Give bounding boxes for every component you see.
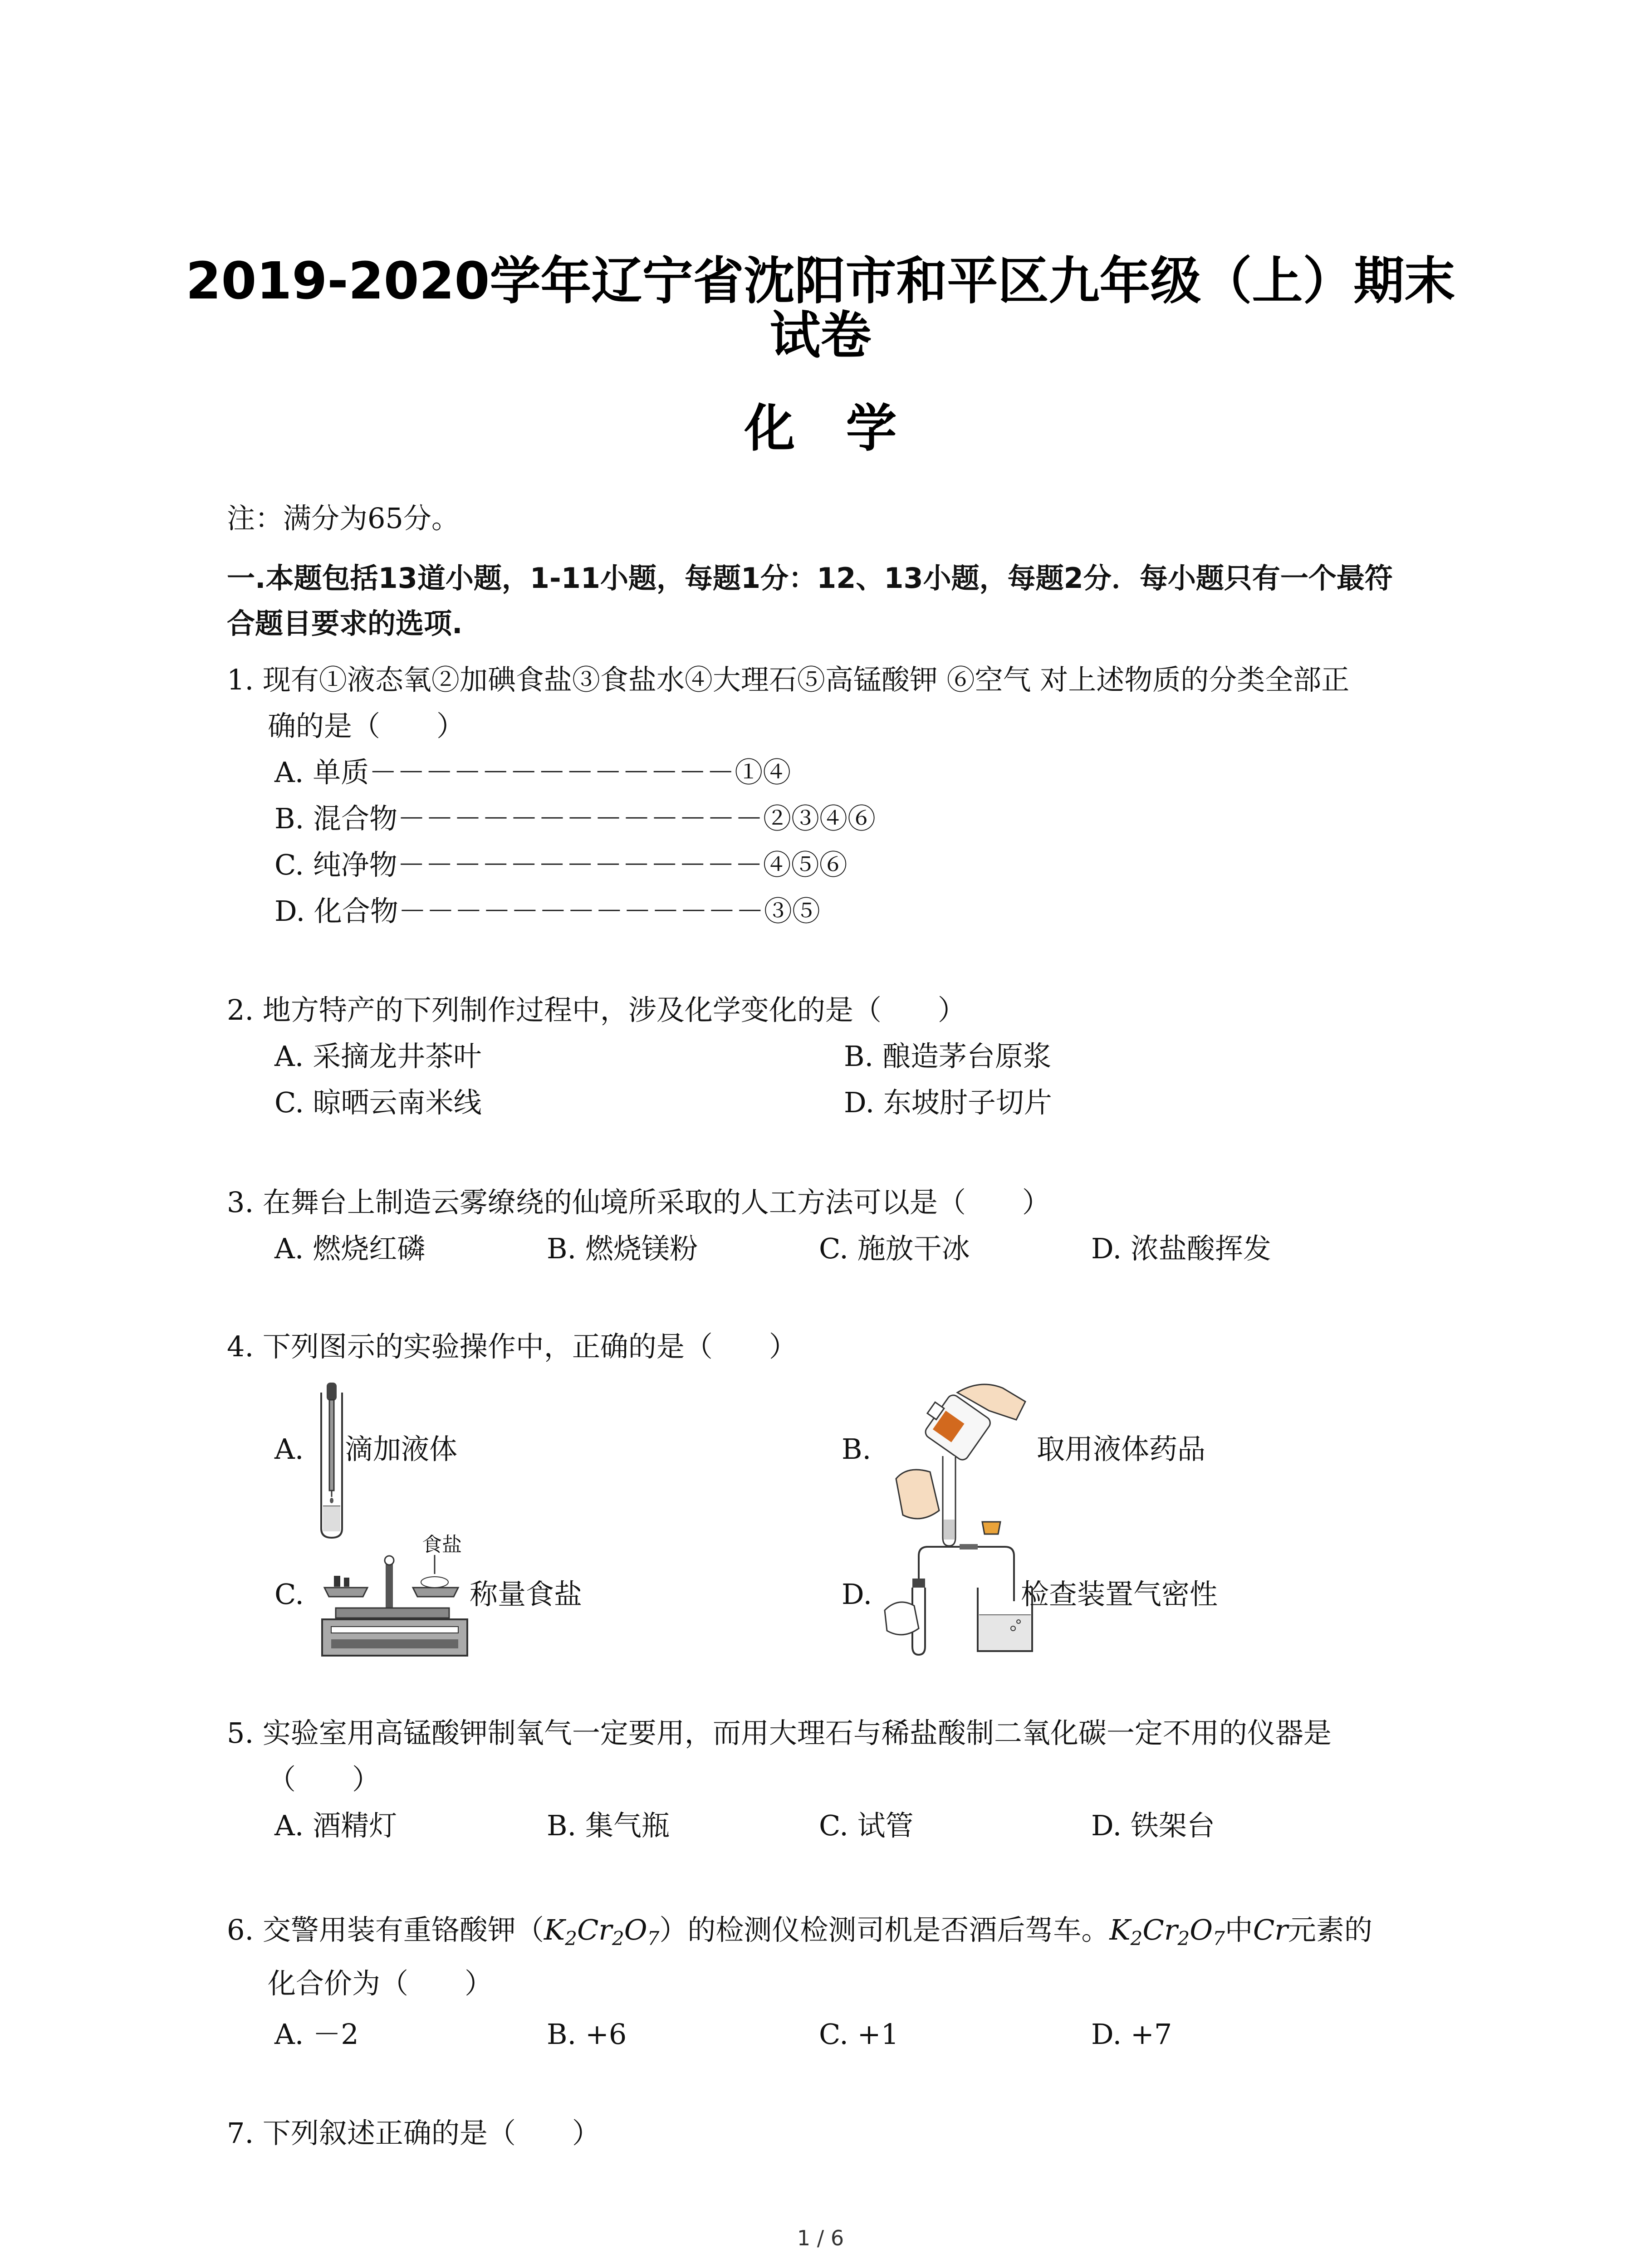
- q1-stem-line1: 1. 现有①液态氧②加碘食盐③食盐水④大理石⑤高锰酸钾 ⑥空气 对上述物质的分类全部正: [227, 663, 1350, 696]
- q4-option-a-letter: A.: [274, 1432, 304, 1466]
- balance-scale-icon: [318, 1529, 472, 1660]
- q4-option-b-label: 取用液体药品: [1037, 1432, 1206, 1466]
- q6-option-c: C. +1: [819, 2018, 899, 2051]
- q5-option-d: D. 铁架台: [1091, 1809, 1215, 1842]
- q1-stem-line2: 确的是（ ）: [268, 709, 465, 743]
- q7-stem: 7. 下列叙述正确的是（ ）: [227, 2116, 600, 2150]
- q6-formula-1: $K_2Cr_2O_7$: [544, 1913, 660, 1950]
- exam-title-line2: 试卷: [769, 306, 872, 365]
- q6-stem-line1: [227, 1914, 1372, 1955]
- q3-option-c: C. 施放干冰: [819, 1232, 970, 1265]
- q6-option-a: A. －2: [274, 2018, 359, 2051]
- q6-option-d: D. +7: [1091, 2018, 1172, 2051]
- q3-stem: 3. 在舞台上制造云雾缭绕的仙境所采取的人工方法可以是（ ）: [227, 1186, 1050, 1219]
- q6-text-part4: 元素的: [1288, 1913, 1372, 1946]
- q6-cr-symbol: Cr: [1253, 1913, 1288, 1946]
- q6-text-part3: 中: [1225, 1913, 1253, 1946]
- section1-instruction-line2: 合题目要求的选项.: [227, 607, 463, 640]
- q3-option-b: B. 燃烧镁粉: [547, 1232, 698, 1265]
- q4-option-d-letter: D.: [842, 1578, 872, 1611]
- q5-stem-line2: （ ）: [268, 1763, 381, 1796]
- q3-option-a: A. 燃烧红磷: [274, 1232, 426, 1265]
- q2-option-b: B. 酿造茅台原浆: [844, 1040, 1051, 1073]
- q2-option-a: A. 采摘龙井茶叶: [274, 1040, 482, 1073]
- q2-stem: 2. 地方特产的下列制作过程中，涉及化学变化的是（ ）: [227, 993, 966, 1026]
- q2-option-d: D. 东坡肘子切片: [844, 1086, 1052, 1119]
- page-number: 1 / 6: [797, 2226, 844, 2250]
- q6-option-b: B. +6: [547, 2018, 627, 2051]
- q6-formula-2: $K_2Cr_2O_7$: [1109, 1913, 1225, 1950]
- airtightness-apparatus-icon: [882, 1538, 1037, 1656]
- q1-option-a: A. 单质－－－－－－－－－－－－－①④: [274, 756, 791, 789]
- q5-option-b: B. 集气瓶: [547, 1809, 670, 1842]
- q4-option-b-letter: B.: [842, 1432, 872, 1466]
- q6-stem-line2: 化合价为（ ）: [268, 1967, 493, 2000]
- q5-stem-line1: 5. 实验室用高锰酸钾制氧气一定要用，而用大理石与稀盐酸制二氧化碳一定不用的仪器是: [227, 1716, 1332, 1750]
- q1-option-c: C. 纯净物－－－－－－－－－－－－－④⑤⑥: [274, 848, 847, 881]
- exam-title-line1: 2019-2020学年辽宁省沈阳市和平区九年级（上）期末: [186, 252, 1455, 311]
- section1-instruction-line1: 一.本题包括13道小题，1-11小题，每题1分：12、13小题，每题2分．每小题只有一个最符: [227, 562, 1393, 595]
- q4-option-d-label: 检查装置气密性: [1021, 1578, 1218, 1611]
- q4-option-c-letter: C.: [274, 1578, 304, 1611]
- q5-option-c: C. 试管: [819, 1809, 914, 1842]
- q4-option-a-label: 滴加液体: [345, 1432, 458, 1466]
- q4-stem: 4. 下列图示的实验操作中，正确的是（ ）: [227, 1330, 797, 1363]
- q2-option-c: C. 晾晒云南米线: [274, 1086, 482, 1119]
- q4-option-c-label: 称量食盐: [470, 1578, 583, 1611]
- subject-title: 化 学: [744, 399, 897, 458]
- q3-option-d: D. 浓盐酸挥发: [1091, 1232, 1271, 1265]
- score-note: 注：满分为65分。: [227, 502, 460, 535]
- q1-option-b: B. 混合物－－－－－－－－－－－－－②③④⑥: [274, 802, 876, 835]
- q5-option-a: A. 酒精灯: [274, 1809, 397, 1842]
- q6-text-part2: ）的检测仪检测司机是否酒后驾车。: [659, 1913, 1110, 1946]
- q6-text-part1: 6. 交警用装有重铬酸钾（: [227, 1913, 544, 1946]
- scale-salt-tag: 食盐: [422, 1533, 462, 1556]
- q1-option-d: D. 化合物－－－－－－－－－－－－－③⑤: [274, 894, 820, 928]
- pouring-liquid-icon: [889, 1374, 1030, 1547]
